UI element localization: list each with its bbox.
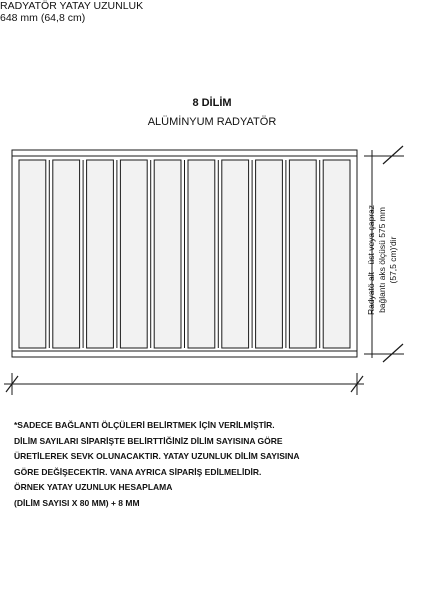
radiator-bottom-bar	[12, 351, 357, 357]
radiator-section	[222, 160, 249, 348]
diagram-title: 8 DİLİM	[192, 97, 232, 109]
radiator-section	[53, 160, 80, 348]
radiator-section	[154, 160, 181, 348]
note-line: DİLİM SAYILARI SİPARİŞTE BELİRTTİĞİNİZ DİLİM SAYISINA GÖRE	[14, 435, 283, 446]
radiator-section	[323, 160, 350, 348]
vertical-dimension-line3: (57,5 cm)'dir	[388, 236, 398, 284]
note-line: ÜRETİLEREK SEVK OLUNACAKTIR. YATAY UZUNLUK DİLİM SAYISINA	[14, 451, 300, 461]
radiator-top-bar	[12, 150, 357, 156]
vertical-dimension-bottom-slash	[383, 344, 403, 362]
radiator-sections	[19, 160, 350, 348]
horizontal-dimension-value: 648 mm (64,8 cm)	[0, 12, 86, 24]
radiator-section	[188, 160, 215, 348]
radiator-section	[289, 160, 316, 348]
diagram-subtitle: ALÜMİNYUM RADYATÖR	[147, 116, 277, 128]
horizontal-dimension-label: RADYATÖR YATAY UZUNLUK	[0, 0, 144, 12]
note-line: (DİLİM SAYISI X 80 MM) + 8 MM	[14, 497, 140, 508]
vertical-dimension-line2: bağlantı aks ölçüsü 575 mm	[377, 207, 387, 313]
radiator-section	[256, 160, 283, 348]
radiator-section	[120, 160, 147, 348]
note-line: ÖRNEK YATAY UZUNLUK HESAPLAMA	[14, 482, 173, 492]
note-line: GÖRE DEĞİŞECEKTİR. VANA AYRICA SİPARİŞ EDİLMELİDİR.	[14, 466, 262, 477]
radiator-section	[87, 160, 114, 348]
radiator-section	[19, 160, 46, 348]
note-line: *SADECE BAĞLANTI ÖLÇÜLERİ BELİRTMEK İÇİN VERİLMİŞTİR.	[14, 420, 275, 430]
vertical-dimension-line1: Radyatö alt - üst veya çapraz	[366, 204, 376, 316]
notes-block	[14, 418, 414, 511]
vertical-dimension-top-slash	[383, 146, 403, 164]
